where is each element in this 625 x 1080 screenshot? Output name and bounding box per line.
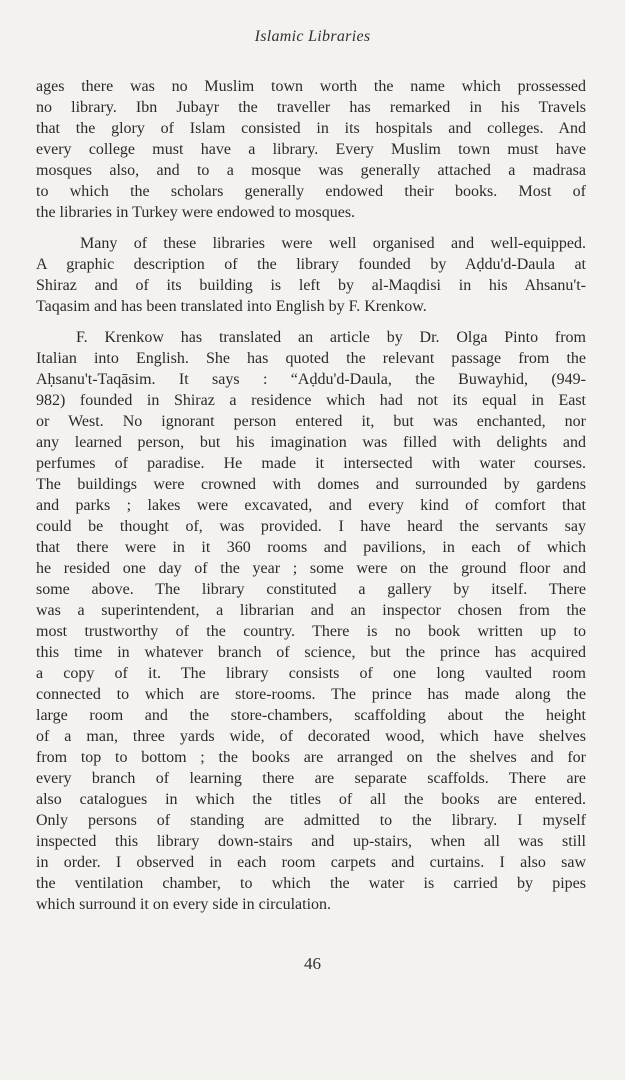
text-line: to which the scholars generally endowed their books. Most of [36, 183, 586, 200]
text-line: A graphic description of the library founded by Aḍdu'd-Daula at [36, 256, 586, 273]
text-line: or West. No ignorant person entered it, but was enchanted, nor [36, 413, 586, 430]
text-line: the libraries in Turkey were endowed to mosques. [36, 204, 356, 221]
text-line: 982) founded in Shiraz a residence which had not its equal in East [36, 392, 586, 409]
paragraph [36, 233, 586, 317]
text-line: no library. Ibn Jubayr the traveller has remarked in his Travels [36, 99, 586, 116]
text-line: Many of these libraries were well organised and well-equipped. [80, 235, 586, 252]
text-line: Aḥsanu't-Taqāsim. It says : “Aḍdu'd-Daula, the Buwayhid, (949- [36, 371, 586, 388]
text-line: most trustworthy of the country. There is no book written up to [36, 623, 586, 640]
running-header: Islamic Libraries [254, 28, 371, 45]
text-line: also catalogues in which the titles of all the books are entered. [36, 791, 586, 808]
body-text [36, 76, 586, 915]
text-line: he resided one day of the year ; some were on the ground floor and [36, 560, 586, 577]
text-line: large room and the store-chambers, scaffolding about the height [36, 707, 586, 724]
text-line: connected to which are store-rooms. The prince has made along the [36, 686, 586, 703]
text-line: which surround it on every side in circulation. [36, 896, 332, 913]
text-line: of a man, three yards wide, of decorated wood, which have shelves [36, 728, 586, 745]
text-line: F. Krenkow has translated an article by Dr. Olga Pinto from [76, 329, 586, 346]
text-line: Shiraz and of its building is left by al-Maqdisi in his Ahsanu't- [36, 277, 586, 294]
paragraph [36, 327, 586, 915]
text-line: some above. The library constituted a gallery by itself. There [36, 581, 586, 598]
text-line: inspected this library down-stairs and up-stairs, when all was still [36, 833, 586, 850]
text-line: that the glory of Islam consisted in its hospitals and colleges. And [36, 120, 586, 137]
text-line: perfumes of paradise. He made it intersected with water courses. [36, 455, 586, 472]
text-line: was a superintendent, a librarian and an inspector chosen from the [36, 602, 586, 619]
text-line: that there were in it 360 rooms and pavilions, in each of which [36, 539, 586, 556]
text-line: any learned person, but his imagination was filled with delights and [36, 434, 586, 451]
text-line: Italian into English. She has quoted the relevant passage from the [36, 350, 586, 367]
text-line: this time in whatever branch of science, but the prince has acquired [36, 644, 586, 661]
text-line: Taqasim and has been translated into English by F. Krenkow. [36, 298, 427, 315]
page-number: 46 [304, 954, 321, 973]
text-line: could be thought of, was provided. I have heard the servants say [36, 518, 586, 535]
text-line: from top to bottom ; the books are arranged on the shelves and for [36, 749, 586, 766]
text-line: The buildings were crowned with domes and surrounded by gardens [36, 476, 586, 493]
text-line: every branch of learning there are separate scaffolds. There are [36, 770, 586, 787]
paragraph [36, 76, 586, 223]
text-line: Only persons of standing are admitted to the library. I myself [36, 812, 586, 829]
text-line: and parks ; lakes were excavated, and every kind of comfort that [36, 497, 586, 514]
text-line: the ventilation chamber, to which the water is carried by pipes [36, 875, 586, 892]
text-line: a copy of it. The library consists of one long vaulted room [36, 665, 586, 682]
text-line: every college must have a library. Every Muslim town must have [36, 141, 586, 158]
text-line: mosques also, and to a mosque was generally attached a madrasa [36, 162, 586, 179]
text-line: in order. I observed in each room carpets and curtains. I also saw [36, 854, 586, 871]
text-line: ages there was no Muslim town worth the name which prossessed [36, 78, 586, 95]
